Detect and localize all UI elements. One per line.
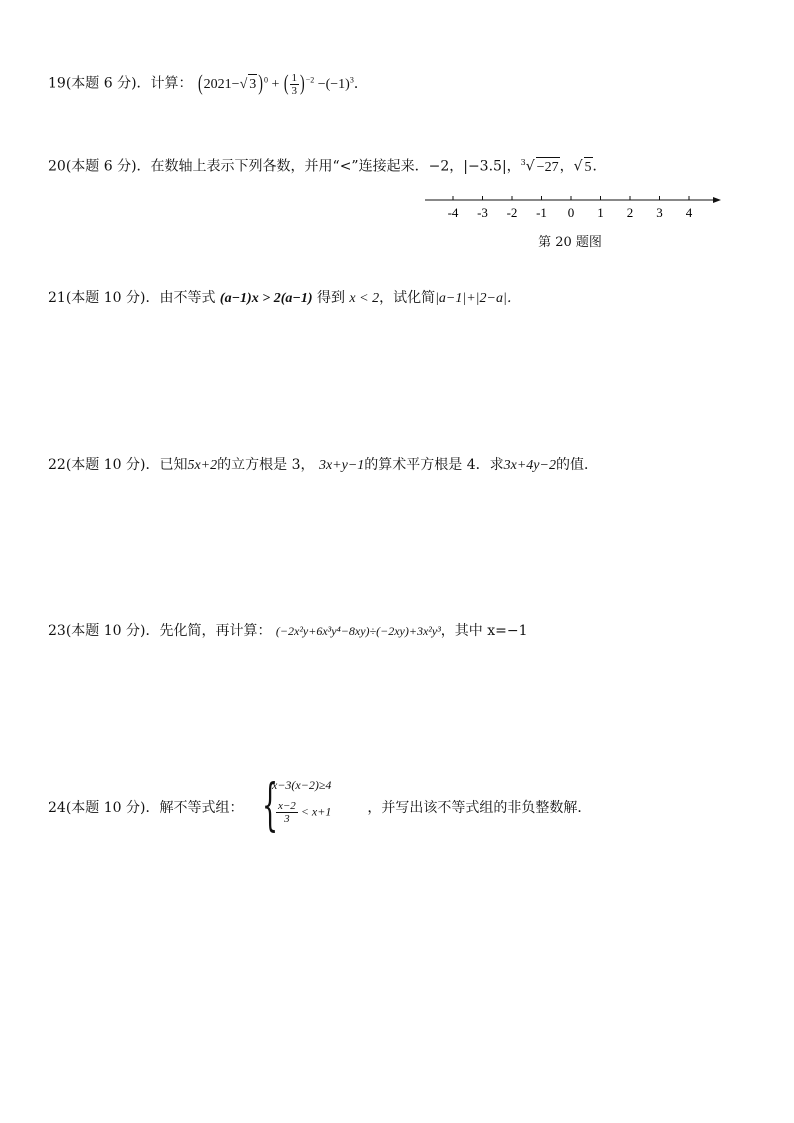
number-line-tick-label: -1 bbox=[536, 205, 547, 220]
q19-fraction: $\frac{1}{3}$ bbox=[291, 71, 298, 97]
q21-inequality: (a−1)x > 2(a−1) bbox=[219, 291, 313, 306]
number-line-tick-label: 4 bbox=[685, 205, 693, 220]
question-19 bbox=[48, 70, 368, 97]
question-21: 21(本题 10 分)．由不等式 (a−1)x > 2(a−1) 得到 x < 2，试化简|a−1|+|2−a|． bbox=[48, 290, 521, 306]
figure-caption: 第 20 题图 bbox=[538, 235, 602, 250]
question-23: 23(本题 10 分)．先化简，再计算： (−2x²y+6x³y⁴−8xy)÷(−2xy)+3x²y³，其中 x=−1 bbox=[48, 623, 528, 639]
number-line bbox=[425, 185, 725, 225]
question-22: 22(本题 10 分)．已知5x+2的立方根是 3， 3x+y−1的算术平方根是 4．求3x+4y−2的值． bbox=[48, 457, 598, 473]
inequality-system bbox=[262, 773, 372, 838]
number-line-tick-label: -2 bbox=[506, 205, 518, 220]
q19-expression: (2021−√ 3 )$^0$ + ( $\frac{1}{3}$ )$^{-2} -(-1)^3$． bbox=[198, 71, 368, 97]
q21-abs-expression: |a−1|+|2−a|． bbox=[435, 291, 521, 306]
number-line-tick-label: -4 bbox=[447, 205, 459, 220]
q21-result: x < 2 bbox=[349, 291, 380, 306]
number-line-figure bbox=[425, 185, 725, 255]
system-brace: { bbox=[262, 773, 279, 838]
question-24: 24(本题 10 分)．解不等式组： ，并写出该不等式组的非负整数解． bbox=[48, 800, 592, 816]
q19-prefix: 19(本题 6 分)．计算： bbox=[48, 75, 193, 92]
system-line-1: x−3(x−2)≥4 bbox=[272, 778, 332, 792]
number-line-arrow bbox=[713, 197, 721, 203]
number-line-tick-label: 2 bbox=[626, 205, 634, 220]
number-line-tick-label: 1 bbox=[597, 205, 604, 220]
q23-expression: (−2x²y+6x³y⁴−8xy)÷(−2xy)+3x²y³ bbox=[275, 624, 441, 638]
number-line-tick-label: 3 bbox=[656, 205, 663, 220]
q20-text: 20(本题 6 分)．在数轴上表示下列各数，并用“<”连接起来．−2，|−3.5|， bbox=[48, 158, 521, 175]
system-line-2: $\frac{x-2}{3}$ < x+1 bbox=[278, 800, 332, 825]
number-line-tick-label: -3 bbox=[477, 205, 488, 220]
question-20: 20(本题 6 分)．在数轴上表示下列各数，并用“<”连接起来．−2，|−3.5|，$^3$√ −27，√ 5． bbox=[48, 153, 607, 178]
number-line-tick-label: 0 bbox=[567, 205, 575, 220]
